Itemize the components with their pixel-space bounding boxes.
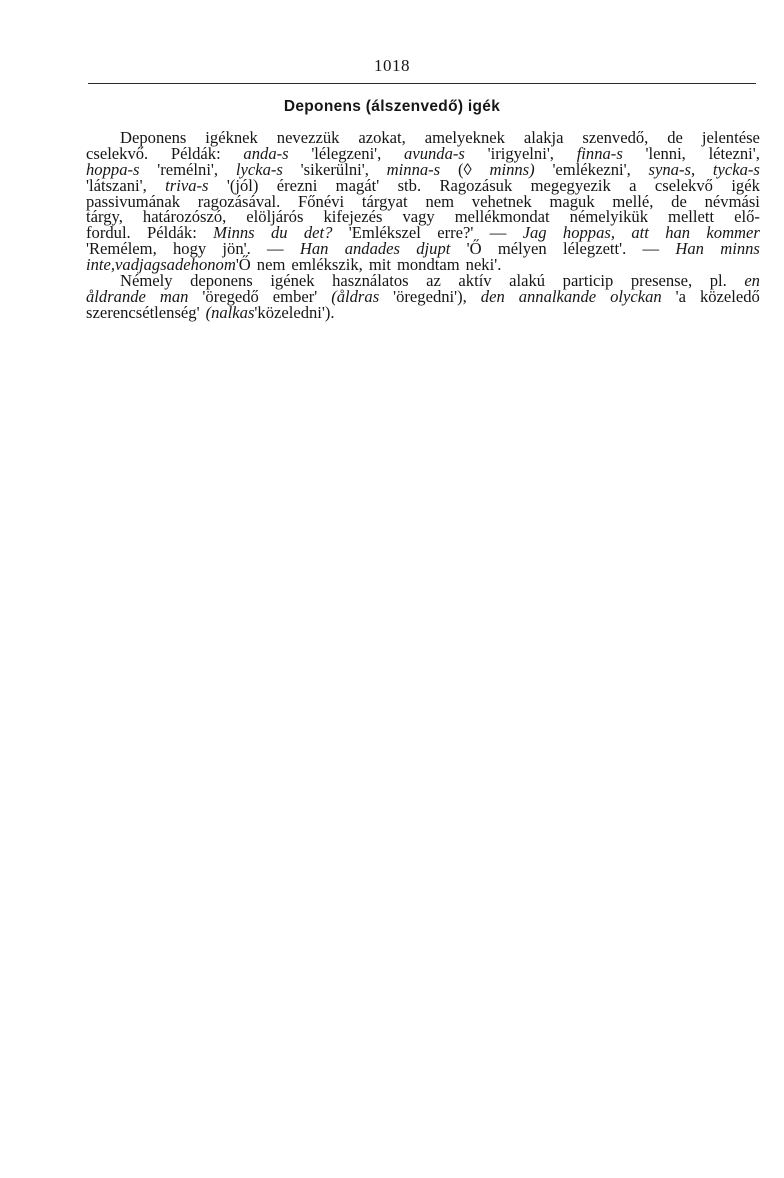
word: mélyen bbox=[497, 239, 547, 259]
word: 'Ő bbox=[466, 239, 482, 259]
italic-word: honom bbox=[190, 255, 236, 275]
word: Példák: bbox=[170, 143, 221, 163]
word: jön'. bbox=[222, 239, 251, 259]
word: az bbox=[426, 271, 441, 291]
word: amelyeknek bbox=[424, 128, 505, 147]
word: igéknek bbox=[205, 128, 258, 147]
italic-word: annalkande bbox=[518, 286, 597, 306]
word: Némely bbox=[120, 271, 173, 291]
italic-word: tycka-s bbox=[712, 159, 760, 179]
italic-word: minns bbox=[720, 239, 760, 259]
word: mellé, bbox=[612, 191, 654, 211]
italic-word: man bbox=[159, 286, 189, 306]
word: elöljárós bbox=[246, 207, 304, 227]
word: 'lélegzeni', bbox=[311, 143, 382, 163]
word: 'közeledni'). bbox=[254, 302, 335, 322]
word: 'emlékezni', bbox=[552, 159, 631, 179]
word: 'öregedni'), bbox=[393, 286, 467, 306]
word: tárgyat bbox=[361, 191, 408, 211]
word: nem bbox=[256, 255, 286, 275]
word: cselekvő bbox=[654, 175, 713, 195]
word: presense, bbox=[630, 271, 693, 291]
italic-word: olyckan bbox=[610, 286, 662, 306]
word: vagy bbox=[402, 207, 435, 227]
word: ember' bbox=[272, 286, 318, 306]
word: alakú bbox=[509, 271, 546, 291]
word: fordul. bbox=[86, 223, 131, 243]
italic-word: minns) bbox=[489, 159, 535, 179]
word: határozószó, bbox=[142, 207, 227, 227]
italic-word: Jag bbox=[522, 223, 547, 243]
word: 'látszani', bbox=[86, 175, 147, 195]
word: némelyikük bbox=[569, 207, 649, 227]
text-line bbox=[86, 302, 760, 322]
italic-word: hoppas, bbox=[562, 223, 615, 243]
word: 'Ő bbox=[235, 255, 251, 275]
word: — bbox=[642, 239, 660, 259]
italic-word: andades bbox=[344, 239, 400, 259]
word: stb. bbox=[397, 175, 422, 195]
word: hogy bbox=[172, 239, 207, 259]
word: igék bbox=[731, 175, 760, 195]
word: 'Remélem, bbox=[86, 239, 157, 259]
word: nevezzük bbox=[276, 128, 340, 147]
page-title: Deponens (álszenvedő) igék bbox=[283, 98, 501, 115]
italic-word: vad bbox=[115, 255, 139, 275]
word: létezni', bbox=[708, 143, 760, 163]
word: azokat, bbox=[358, 128, 406, 147]
page-number: 1018 bbox=[374, 56, 410, 75]
word: használatos bbox=[332, 271, 409, 291]
body-text bbox=[86, 130, 760, 321]
italic-word: djupt bbox=[416, 239, 451, 259]
italic-word: inte, bbox=[86, 255, 116, 275]
word: mellett bbox=[668, 207, 715, 227]
italic-word: kommer bbox=[706, 223, 760, 243]
italic-word: finna-s bbox=[576, 143, 623, 163]
italic-word: en bbox=[744, 271, 760, 291]
word: a bbox=[629, 175, 637, 195]
italic-word: Han bbox=[675, 239, 704, 259]
word: erre?' bbox=[437, 223, 474, 243]
header-rule bbox=[88, 83, 756, 84]
italic-word: lycka-s bbox=[235, 159, 283, 179]
word: 'a bbox=[675, 286, 686, 306]
italic-word: (åldras bbox=[331, 286, 380, 306]
italic-word: anda-s bbox=[243, 143, 289, 163]
word: pl. bbox=[709, 271, 727, 291]
italic-word: Minns bbox=[213, 223, 255, 243]
word: aktív bbox=[458, 271, 492, 291]
text-line bbox=[86, 175, 760, 195]
italic-word: avunda-s bbox=[404, 143, 465, 163]
word: kifejezés bbox=[323, 207, 383, 227]
word: 'lenni, bbox=[645, 143, 686, 163]
word: deponens bbox=[190, 271, 253, 291]
word: közeledő bbox=[699, 286, 760, 306]
word: névmási bbox=[704, 191, 760, 211]
word: '(jól) bbox=[226, 175, 259, 195]
word: particip bbox=[562, 271, 614, 291]
italic-word: (nalkas bbox=[205, 302, 255, 322]
word: de bbox=[671, 191, 687, 211]
word: — bbox=[267, 239, 284, 259]
italic-word: han bbox=[665, 223, 691, 243]
word: szerencsétlenség' bbox=[86, 302, 200, 322]
italic-word: minna-s bbox=[386, 159, 441, 179]
word: maguk bbox=[549, 191, 595, 211]
word: 'remélni', bbox=[157, 159, 219, 179]
word: jelentése bbox=[701, 128, 760, 147]
word: mondtam bbox=[396, 255, 460, 275]
word: mellékmondat bbox=[454, 207, 550, 227]
word: de bbox=[667, 128, 683, 147]
italic-word: syna-s, bbox=[648, 159, 696, 179]
word: szenvedő, bbox=[582, 128, 649, 147]
word: Deponens bbox=[120, 128, 187, 147]
word: ragozásával. bbox=[197, 191, 281, 211]
italic-word: åldrande bbox=[86, 286, 146, 306]
italic-word: jag bbox=[139, 255, 161, 275]
italic-word: du bbox=[270, 223, 288, 243]
word: — bbox=[489, 223, 507, 243]
word: magát' bbox=[335, 175, 380, 195]
word: Ragozásuk bbox=[439, 175, 513, 195]
italic-word: Han bbox=[299, 239, 329, 259]
word: Példák: bbox=[147, 223, 197, 243]
word: érezni bbox=[276, 175, 318, 195]
italic-word: hoppa-s bbox=[86, 159, 140, 179]
word: (◊ bbox=[457, 159, 472, 179]
italic-word: triva-s bbox=[165, 175, 209, 195]
word: passivumának bbox=[86, 191, 181, 211]
word: igének bbox=[270, 271, 315, 291]
italic-word: att bbox=[631, 223, 649, 243]
word: neki'. bbox=[465, 255, 502, 275]
word: Főnévi bbox=[298, 191, 345, 211]
word: tárgy, bbox=[86, 207, 123, 227]
word: 'Emlékszel bbox=[348, 223, 421, 243]
word: elő- bbox=[734, 207, 760, 227]
word: alakja bbox=[523, 128, 564, 147]
italic-word: den bbox=[480, 286, 505, 306]
word: 'irigyelni', bbox=[487, 143, 554, 163]
word: lélegzett'. bbox=[562, 239, 627, 259]
word: emlékszik, bbox=[291, 255, 363, 275]
word: 'öregedő bbox=[202, 286, 259, 306]
word: vehetnek bbox=[471, 191, 532, 211]
word: megegyezik bbox=[530, 175, 611, 195]
word: cselekvő. bbox=[86, 143, 149, 163]
word: 'sikerülni', bbox=[300, 159, 369, 179]
word: nem bbox=[425, 191, 455, 211]
word: mit bbox=[368, 255, 391, 275]
italic-word: det? bbox=[303, 223, 333, 243]
italic-word: sade bbox=[160, 255, 191, 275]
